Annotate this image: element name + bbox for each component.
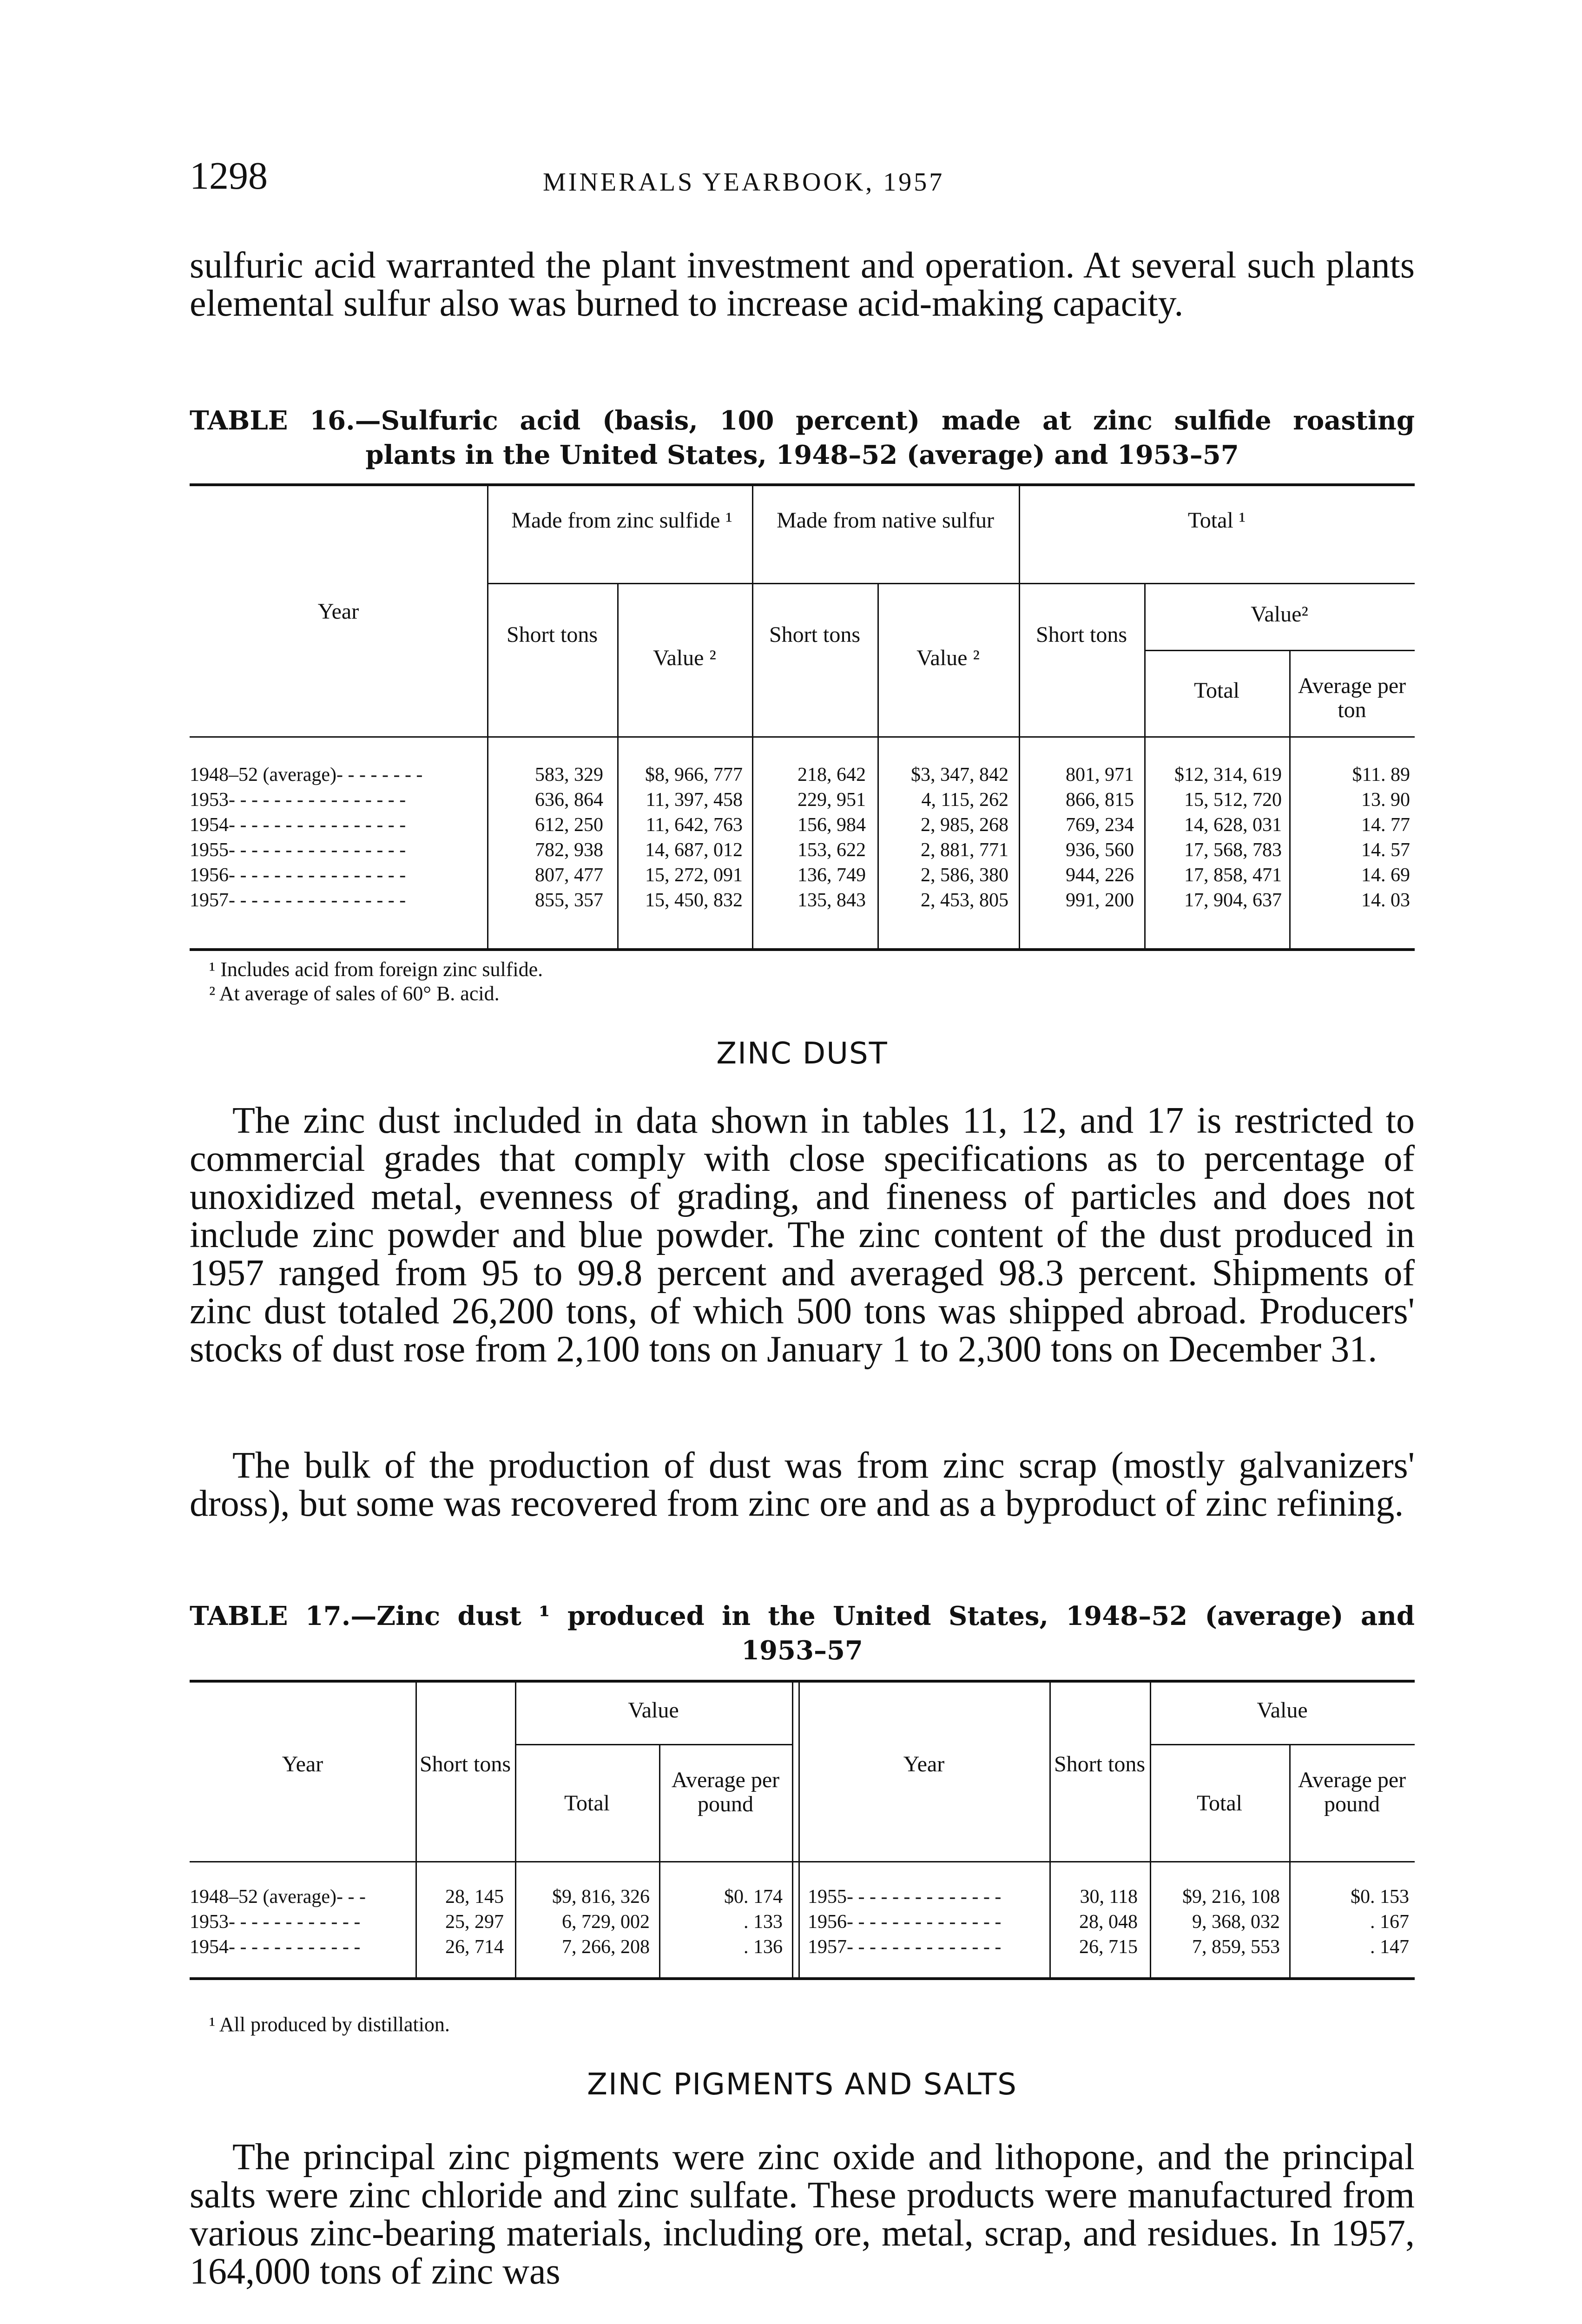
table16 <box>190 483 1415 971</box>
table16-footnote: ¹ Includes acid from foreign zinc sulfide. <box>209 958 543 981</box>
table16-caption-line1: TABLE 16.—Sulfuric acid (basis, 100 percent) made at zinc sulfide roasting <box>190 405 1415 436</box>
table17-cell: 26, 714 <box>445 1936 504 1958</box>
table17-cell: . 167 <box>1370 1911 1409 1933</box>
table17-header-total: Total <box>564 1791 610 1816</box>
table16-header-rule <box>1144 650 1415 651</box>
table17-cell: 28, 048 <box>1079 1911 1138 1933</box>
table17-row-year: 1953- - - - - - - - - - - - <box>190 1911 361 1933</box>
table16-cell: 153, 622 <box>798 839 866 861</box>
table16-header-total-value: Total <box>1194 678 1239 703</box>
table16-cell: 991, 200 <box>1066 890 1134 911</box>
table17-header-rule <box>1150 1744 1415 1745</box>
table16-header-rule <box>487 583 1019 584</box>
table17-cell: $9, 816, 326 <box>552 1886 650 1908</box>
table16-cell: 17, 858, 471 <box>1184 865 1282 886</box>
table16-cell: 14. 69 <box>1361 865 1410 886</box>
table17-footnote: ¹ All produced by distillation. <box>209 2013 450 2036</box>
table17-caption-line2: 1953–57 <box>741 1635 863 1666</box>
table17-row-year: 1948–52 (average)- - - <box>190 1886 366 1908</box>
table17-cell: $0. 153 <box>1351 1886 1409 1908</box>
table16-header-rule <box>1019 583 1415 584</box>
table16-bottom-rule <box>190 948 1415 951</box>
table16-cell: 14. 77 <box>1361 814 1410 836</box>
table16-header-bottom-rule <box>190 736 1415 738</box>
page-number: 1298 <box>190 154 268 198</box>
table16-caption <box>190 403 1415 472</box>
table16-cell: 2, 881, 771 <box>921 839 1009 861</box>
table16-cell: 14, 687, 012 <box>645 839 743 861</box>
table16-row-year: 1955- - - - - - - - - - - - - - - - <box>190 839 406 861</box>
table17-row-year: 1957- - - - - - - - - - - - - - <box>808 1936 1002 1958</box>
table17-caption-line1: TABLE 17.—Zinc dust ¹ produced in the United States, 1948–52 (average) and <box>190 1601 1415 1631</box>
table16-cell: 135, 843 <box>798 890 866 911</box>
table16-header-avg-per-ton: Average per ton <box>1298 673 1406 722</box>
table16-cell: 807, 477 <box>535 865 603 886</box>
zinc-pigments-heading: ZINC PIGMENTS AND SALTS <box>587 2067 1017 2102</box>
table17-row-year: 1956- - - - - - - - - - - - - - <box>808 1911 1002 1933</box>
table16-cell: 11, 642, 763 <box>646 814 743 836</box>
zinc-dust-paragraph-1: The zinc dust included in data shown in tables 11, 12, and 17 is restricted to commercial grades that comply with close specifications as to percentage of unoxidized metal, evenness of grading, and fineness of particles and does not include zinc powder and blue powder. The zinc content of the dust produced in 1957 ranged from 95 to 99.8 percent and averaged 98.3 percent. Shipments of zinc dust totaled 26,200 tons, of which 500 tons was shipped abroad. Producers' stocks of dust rose from 2,100 tons on January 1 to 2,300 tons on December 31. <box>190 1100 1415 1370</box>
table16-cell: 13. 90 <box>1361 789 1410 811</box>
table16-row-year: 1957- - - - - - - - - - - - - - - - <box>190 890 406 911</box>
table17-cell: $0. 174 <box>724 1886 783 1908</box>
table16-header-ns-value: Value ² <box>916 646 980 670</box>
table16-cell: 15, 512, 720 <box>1184 789 1282 811</box>
table17-cell: . 136 <box>744 1936 783 1958</box>
table16-cell: 782, 938 <box>535 839 603 861</box>
table17-caption <box>190 1599 1415 1668</box>
table17-top-rule <box>190 1680 1415 1683</box>
table17-header-avg-per-pound: Average per pound <box>1298 1768 1406 1816</box>
table16-header-zs-short-tons: Short tons <box>506 622 598 647</box>
table17-header-total: Total <box>1197 1791 1242 1816</box>
table16-header-native-sulfur: Made from native sulfur <box>777 508 994 533</box>
running-head <box>190 153 1417 205</box>
table17-bottom-rule <box>190 1977 1415 1980</box>
table16-cell: 855, 357 <box>535 890 603 911</box>
table16-cell: $8, 966, 777 <box>645 764 743 786</box>
table16-cell: 636, 864 <box>535 789 603 811</box>
table16-row-year: 1953- - - - - - - - - - - - - - - - <box>190 789 406 811</box>
table16-header-zinc-sulfide: Made from zinc sulfide ¹ <box>511 508 732 533</box>
table16-cell: 2, 453, 805 <box>921 890 1009 911</box>
table16-cell: 11, 397, 458 <box>646 789 743 811</box>
zinc-dust-paragraph-2: The bulk of the production of dust was from zinc scrap (mostly galvanizers' dross), but some was recovered from zinc ore and as a byproduct of zinc refining. <box>190 1445 1415 1524</box>
table16-cell: 136, 749 <box>798 865 866 886</box>
table16-cell: $11. 89 <box>1352 764 1410 786</box>
table17-cell: 30, 118 <box>1080 1886 1138 1908</box>
table16-header-ns-short-tons: Short tons <box>769 622 861 647</box>
table16-cell: 14, 628, 031 <box>1184 814 1282 836</box>
table17-cell: 9, 368, 032 <box>1192 1911 1280 1933</box>
table16-header-total-short-tons: Short tons <box>1035 622 1127 647</box>
table17-cell: . 133 <box>744 1911 783 1933</box>
table16-cell: 156, 984 <box>798 814 866 836</box>
table17-col-divider <box>792 1683 793 1980</box>
table17-header-short-tons: Short tons <box>1054 1752 1146 1776</box>
table17-row-year: 1955- - - - - - - - - - - - - - <box>808 1886 1002 1908</box>
table16-cell: 17, 904, 637 <box>1184 890 1282 911</box>
table16-cell: 944, 226 <box>1066 865 1134 886</box>
table17-cell: 7, 266, 208 <box>562 1936 650 1958</box>
table16-cell: 218, 642 <box>798 764 866 786</box>
table17-cell: 25, 297 <box>445 1911 504 1933</box>
table16-row-year: 1956- - - - - - - - - - - - - - - - <box>190 865 406 886</box>
table17-header-value: Value <box>1257 1698 1308 1723</box>
table16-cell: $3, 347, 842 <box>911 764 1009 786</box>
table16-header-total: Total ¹ <box>1187 508 1246 533</box>
publication-title: MINERALS YEARBOOK, 1957 <box>543 168 945 197</box>
table17-header-rule <box>515 1744 792 1745</box>
table17-cell: . 147 <box>1370 1936 1409 1958</box>
table16-cell: 2, 586, 380 <box>921 865 1009 886</box>
table16-cell: $12, 314, 619 <box>1174 764 1282 786</box>
table17-header-short-tons: Short tons <box>419 1752 511 1776</box>
table16-cell: 4, 115, 262 <box>921 789 1009 811</box>
table16-caption-line2: plants in the United States, 1948–52 (average) and 1953–57 <box>365 440 1239 470</box>
table16-cell: 14. 03 <box>1361 890 1410 911</box>
table17-header-year: Year <box>903 1752 945 1776</box>
zinc-pigments-paragraph: The principal zinc pigments were zinc oxide and lithopone, and the principal salts were zinc chloride and zinc sulfate. These products were manufactured from various zinc-bearing materials, including ore, metal, scrap, and residues. In 1957, 164,000 tons of zinc was <box>190 2137 1415 2292</box>
table16-cell: 15, 450, 832 <box>645 890 743 911</box>
table16-cell: 583, 329 <box>535 764 603 786</box>
table16-cell: 801, 971 <box>1066 764 1134 786</box>
table16-cell: 936, 560 <box>1066 839 1134 861</box>
table16-cell: 15, 272, 091 <box>645 865 743 886</box>
table17-cell: $9, 216, 108 <box>1182 1886 1280 1908</box>
table17-header-bottom-rule <box>190 1861 1415 1862</box>
table17-cell: 26, 715 <box>1079 1936 1138 1958</box>
table16-cell: 612, 250 <box>535 814 603 836</box>
table16-cell: 2, 985, 268 <box>921 814 1009 836</box>
table16-cell: 17, 568, 783 <box>1184 839 1282 861</box>
table17-col-divider <box>798 1683 800 1980</box>
table17-header-value: Value <box>628 1698 679 1723</box>
table16-row-year: 1948–52 (average)- - - - - - - - <box>190 764 423 786</box>
table17-cell: 6, 729, 002 <box>562 1911 650 1933</box>
table16-footnote: ² At average of sales of 60° B. acid. <box>209 982 500 1005</box>
table16-cell: 769, 234 <box>1066 814 1134 836</box>
zinc-dust-heading: ZINC DUST <box>716 1037 888 1071</box>
table17-row-year: 1954- - - - - - - - - - - - <box>190 1936 361 1958</box>
table16-cell: 14. 57 <box>1361 839 1410 861</box>
table16-row-year: 1954- - - - - - - - - - - - - - - - <box>190 814 406 836</box>
table17-cell: 28, 145 <box>445 1886 504 1908</box>
table17-cell: 7, 859, 553 <box>1192 1936 1280 1958</box>
table17-header-avg-per-pound: Average per pound <box>671 1768 780 1816</box>
table16-top-rule <box>190 483 1415 486</box>
table16-cell: 229, 951 <box>798 789 866 811</box>
intro-paragraph: sulfuric acid warranted the plant investment and operation. At several such plants elemental sulfur also was burned to increase acid-making capacity. <box>190 245 1415 324</box>
table17-header-year: Year <box>282 1752 323 1776</box>
table17 <box>190 1680 1415 2000</box>
table16-header-value-group: Value² <box>1251 602 1308 627</box>
table16-header-year: Year <box>317 599 359 624</box>
table16-header-zs-value: Value ² <box>653 646 716 670</box>
table16-cell: 866, 815 <box>1066 789 1134 811</box>
